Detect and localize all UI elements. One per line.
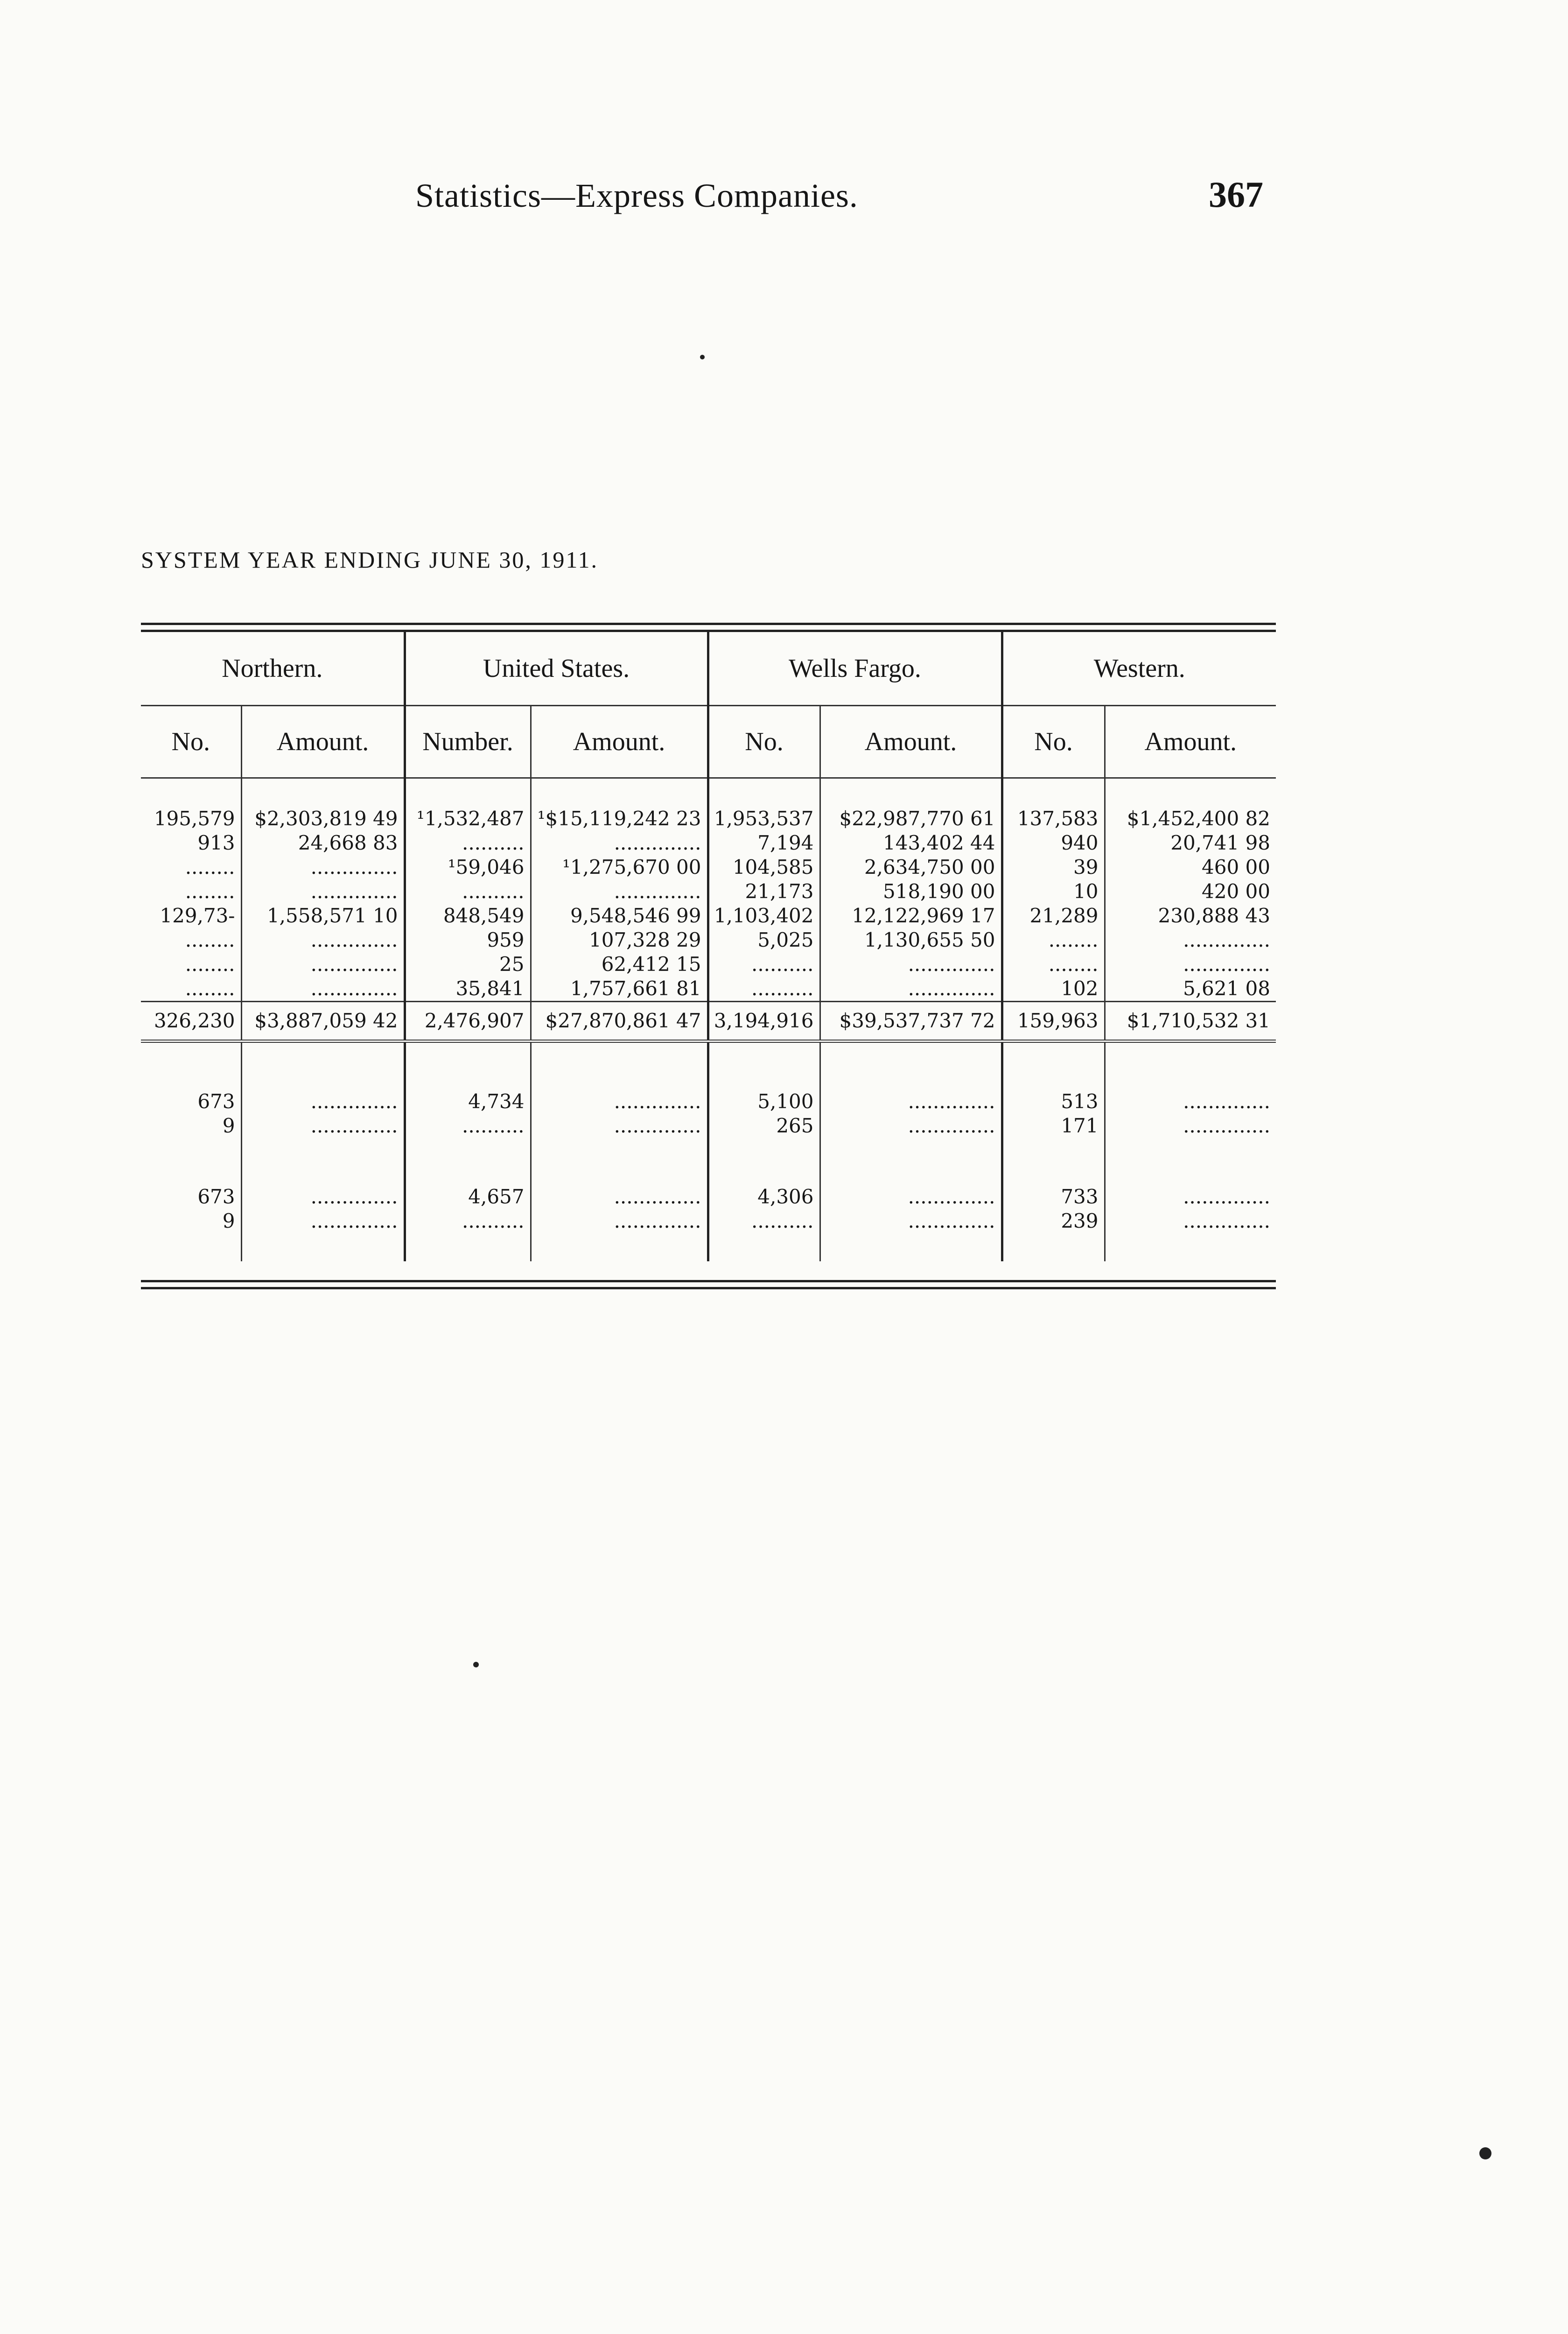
table-cell: 1,558,571 10	[241, 904, 405, 928]
table-cell: 35,841	[405, 977, 531, 1002]
table-cell: ..............	[241, 879, 405, 904]
table-cell: 10	[1002, 879, 1105, 904]
spacer-cell	[1002, 1041, 1105, 1090]
table-cell: ..............	[820, 977, 1002, 1002]
print-speck	[700, 355, 705, 359]
table-row	[141, 928, 1276, 952]
table-cell: 171	[1002, 1114, 1105, 1138]
sub-header-row	[141, 706, 1276, 778]
print-speck	[1479, 2147, 1491, 2159]
spacer-cell	[241, 1138, 405, 1185]
spacer-row	[141, 778, 1276, 807]
table-cell: ........	[185, 953, 235, 976]
spacer-cell	[1002, 778, 1105, 807]
table-cell: 129,73-	[160, 904, 235, 927]
table-cell: ........	[185, 928, 235, 951]
table-cell: ........	[185, 977, 235, 1000]
table-cell: ..............	[241, 855, 405, 879]
table-cell: ¹$15,119,242 23	[531, 807, 708, 831]
table-cell: 107,328 29	[531, 928, 708, 952]
table-cell: ........	[185, 880, 235, 903]
table-cell: $1,710,532 31	[1105, 1002, 1276, 1041]
table-cell: $2,303,819 49	[241, 807, 405, 831]
table-cell: ..............	[531, 1185, 708, 1209]
table-cell: 195,579	[154, 807, 235, 830]
table-cell: 9	[222, 1114, 235, 1137]
table-cell: 673	[197, 1185, 235, 1208]
table-cell: ........	[185, 856, 235, 879]
table-cell: $39,537,737 72	[820, 1002, 1002, 1041]
table-cell: ..............	[531, 1209, 708, 1233]
table-cell: ..........	[708, 952, 820, 977]
table-row	[141, 855, 1276, 879]
table-cell: 848,549	[405, 904, 531, 928]
table-cell: $3,887,059 42	[241, 1002, 405, 1041]
table-cell: ..............	[531, 879, 708, 904]
spacer-row	[141, 1041, 1276, 1090]
table-cell: 5,100	[708, 1090, 820, 1114]
spacer-cell	[141, 778, 241, 807]
table-cell: ..............	[1105, 1209, 1276, 1233]
table-cell: ..............	[241, 1114, 405, 1138]
spacer-cell	[708, 1233, 820, 1261]
column-header: No.	[708, 706, 820, 778]
spacer-cell	[1002, 1233, 1105, 1261]
table-cell: $1,452,400 82	[1105, 807, 1276, 831]
table-cell: 5,621 08	[1105, 977, 1276, 1002]
table-cell: 1,103,402	[708, 904, 820, 928]
table-cell: ..............	[1105, 928, 1276, 952]
table-cell: 9	[222, 1209, 235, 1232]
spacer-row	[141, 1233, 1276, 1261]
spacer-cell	[1105, 1138, 1276, 1185]
table-cell: ..............	[1105, 952, 1276, 977]
page-number: 367	[1209, 174, 1263, 215]
spacer-cell	[405, 778, 531, 807]
table-cell: ..............	[820, 1209, 1002, 1233]
table-cell: 959	[405, 928, 531, 952]
column-header: No.	[1002, 706, 1105, 778]
table-cell: ..........	[708, 1209, 820, 1233]
column-header: Amount.	[820, 706, 1002, 778]
table-cell: 159,963	[1002, 1002, 1105, 1041]
column-header: Amount.	[241, 706, 405, 778]
table-cell: $22,987,770 61	[820, 807, 1002, 831]
table-cell: 239	[1002, 1209, 1105, 1233]
table-cell: 143,402 44	[820, 831, 1002, 855]
spacer-cell	[708, 1041, 820, 1090]
total-row	[141, 1002, 1276, 1041]
table-cell: 518,190 00	[820, 879, 1002, 904]
table-cell: 1,130,655 50	[820, 928, 1002, 952]
spacer-cell	[1002, 1138, 1105, 1185]
table-cell: ..............	[531, 1114, 708, 1138]
table-cell: 25	[405, 952, 531, 977]
spacer-cell	[141, 1233, 241, 1261]
statistics-table	[141, 632, 1276, 1261]
table-cell: 39	[1002, 855, 1105, 879]
running-head: Statistics—Express Companies.	[415, 177, 858, 214]
table-cell: 4,734	[405, 1090, 531, 1114]
spacer-cell	[820, 1138, 1002, 1185]
table-cell: ..............	[820, 1114, 1002, 1138]
spacer-cell	[531, 778, 708, 807]
table-cell: 137,583	[1002, 807, 1105, 831]
table-cell: 326,230	[141, 1002, 241, 1041]
spacer-cell	[1105, 1233, 1276, 1261]
table-cell: ..............	[1105, 1090, 1276, 1114]
column-header: No.	[141, 706, 241, 778]
column-header: Amount.	[1105, 706, 1276, 778]
table-row	[141, 904, 1276, 928]
spacer-row	[141, 1138, 1276, 1185]
spacer-cell	[820, 1233, 1002, 1261]
table-row	[141, 879, 1276, 904]
table-cell: ..............	[241, 928, 405, 952]
table-row	[141, 807, 1276, 831]
spacer-cell	[405, 1138, 531, 1185]
statistics-table-container	[141, 623, 1276, 1289]
table-cell: 102	[1002, 977, 1105, 1002]
spacer-cell	[141, 1041, 241, 1090]
spacer-cell	[1105, 1041, 1276, 1090]
bottom-double-rule	[141, 1280, 1276, 1289]
table-row	[141, 1114, 1276, 1138]
spacer-cell	[241, 1041, 405, 1090]
table-cell: 940	[1002, 831, 1105, 855]
table-cell: 20,741 98	[1105, 831, 1276, 855]
spacer-cell	[241, 1233, 405, 1261]
table-cell: 62,412 15	[531, 952, 708, 977]
table-cell: ..............	[1105, 1114, 1276, 1138]
group-header-western: Western.	[1002, 632, 1276, 706]
table-cell: ..............	[241, 952, 405, 977]
table-cell: ¹59,046	[405, 855, 531, 879]
spacer-cell	[708, 1138, 820, 1185]
table-cell: ..........	[708, 977, 820, 1002]
table-cell: 460 00	[1105, 855, 1276, 879]
table-cell: ..............	[820, 1090, 1002, 1114]
table-cell: 2,476,907	[405, 1002, 531, 1041]
print-speck	[473, 1662, 479, 1667]
table-cell: ..............	[241, 1090, 405, 1114]
group-header-wells-fargo: Wells Fargo.	[708, 632, 1002, 706]
spacer-cell	[820, 1041, 1002, 1090]
table-cell: ..........	[405, 1114, 531, 1138]
table-caption: SYSTEM YEAR ENDING JUNE 30, 1911.	[141, 547, 599, 573]
table-cell: 673	[197, 1090, 235, 1113]
table-cell: 1,757,661 81	[531, 977, 708, 1002]
table-cell: 913	[197, 831, 235, 854]
group-header-united-states: United States.	[405, 632, 708, 706]
top-double-rule	[141, 623, 1276, 632]
table-cell: 265	[708, 1114, 820, 1138]
table-cell: 4,657	[405, 1185, 531, 1209]
table-cell: ........	[1002, 952, 1105, 977]
spacer-cell	[141, 1138, 241, 1185]
table-cell: ..............	[1105, 1185, 1276, 1209]
table-cell: 513	[1002, 1090, 1105, 1114]
spacer-cell	[708, 778, 820, 807]
table-cell: ¹1,532,487	[405, 807, 531, 831]
table-cell: $27,870,861 47	[531, 1002, 708, 1041]
spacer-cell	[241, 778, 405, 807]
table-cell: ..............	[241, 1209, 405, 1233]
group-header-row	[141, 632, 1276, 706]
table-row	[141, 1209, 1276, 1233]
table-cell: 4,306	[708, 1185, 820, 1209]
table-cell: 420 00	[1105, 879, 1276, 904]
table-cell: 3,194,916	[708, 1002, 820, 1041]
spacer-cell	[820, 778, 1002, 807]
spacer-cell	[531, 1138, 708, 1185]
table-cell: 21,289	[1002, 904, 1105, 928]
table-row	[141, 952, 1276, 977]
table-cell: ..........	[405, 879, 531, 904]
table-cell: ..............	[531, 1090, 708, 1114]
table-cell: ¹1,275,670 00	[531, 855, 708, 879]
table-cell: ........	[1002, 928, 1105, 952]
table-cell: 104,585	[708, 855, 820, 879]
spacer-cell	[1105, 778, 1276, 807]
table-body	[141, 778, 1276, 1262]
table-row	[141, 977, 1276, 1002]
table-cell: 21,173	[708, 879, 820, 904]
table-cell: 7,194	[708, 831, 820, 855]
table-cell: ..........	[405, 1209, 531, 1233]
group-header-northern: Northern.	[141, 632, 405, 706]
table-cell: ..........	[405, 831, 531, 855]
table-cell: ..............	[241, 1185, 405, 1209]
spacer-cell	[531, 1233, 708, 1261]
spacer-cell	[405, 1041, 531, 1090]
table-cell: 2,634,750 00	[820, 855, 1002, 879]
table-cell: 5,025	[708, 928, 820, 952]
table-cell: 1,953,537	[708, 807, 820, 831]
table-cell: 9,548,546 99	[531, 904, 708, 928]
spacer-cell	[405, 1233, 531, 1261]
table-cell: 230,888 43	[1105, 904, 1276, 928]
table-cell: ..............	[820, 952, 1002, 977]
table-cell: 24,668 83	[241, 831, 405, 855]
column-header: Amount.	[531, 706, 708, 778]
table-cell: ..............	[531, 831, 708, 855]
table-cell: ..............	[241, 977, 405, 1002]
table-cell: 733	[1002, 1185, 1105, 1209]
spacer-cell	[531, 1041, 708, 1090]
table-row	[141, 1090, 1276, 1114]
table-row	[141, 831, 1276, 855]
table-cell: 12,122,969 17	[820, 904, 1002, 928]
table-row	[141, 1185, 1276, 1209]
column-header: Number.	[405, 706, 531, 778]
table-cell: ..............	[820, 1185, 1002, 1209]
